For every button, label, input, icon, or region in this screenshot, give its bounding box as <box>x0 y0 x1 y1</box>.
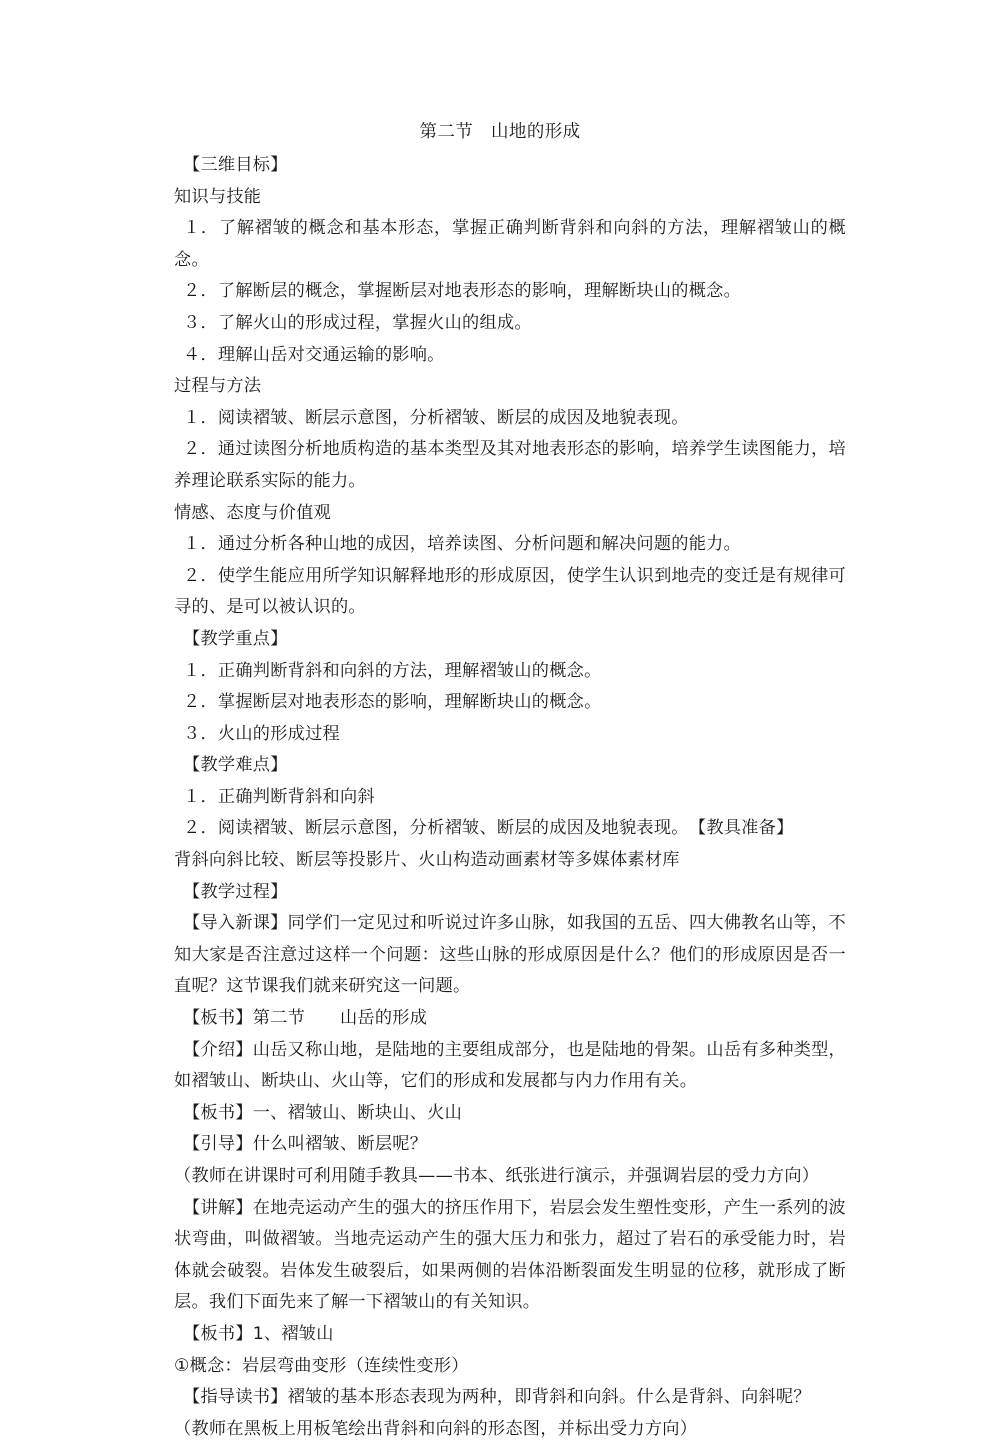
text-line: 【板书】一、褶皱山、断块山、火山 <box>183 1102 463 1123</box>
text-line: 背斜向斜比较、断层等投影片、火山构造动画素材等多媒体素材库 <box>174 850 680 871</box>
text-line: 【板书】1、褶皱山 <box>183 1323 334 1344</box>
text-line: ①概念：岩层弯曲变形（连续性变形） <box>174 1355 469 1376</box>
text-line: （教师在黑板上用板笔绘出背斜和向斜的形态图，并标出受力方向） <box>174 1418 698 1439</box>
text-line: ３．了解火山的形成过程，掌握火山的组成。 <box>183 312 532 333</box>
text-line: 【教学重点】 <box>183 628 288 649</box>
text-line: ２．使学生能应用所学知识解释地形的形成原因，使学生认识到地壳的变迁是有规律可寻的、是可以被认识的。 <box>174 565 846 618</box>
text-line: 【教学过程】 <box>183 881 288 902</box>
text-line: 【指导读书】褶皱的基本形态表现为两种，即背斜和向斜。什么是背斜、向斜呢？ <box>183 1387 811 1408</box>
text-line: （教师在讲课时可利用随手教具——书本、纸张进行演示，并强调岩层的受力方向） <box>174 1166 820 1186</box>
text-line: 【讲解】在地壳运动产生的强大的挤压作用下，岩层会发生塑性变形，产生一系列的波状弯曲，叫做褶皱。当地壳运动产生的强大压力和张力，超过了岩石的承受能力时，岩体就会破裂。岩体发生破裂后，如果两侧的岩体沿断裂面发生明显的位移，就形成了断层。我们下面先来了解一下褶皱山的有关知识。 <box>174 1197 846 1313</box>
text-line: 【导入新课】同学们一定见过和听说过许多山脉，如我国的五岳、四大佛教名山等，不知大家是否注意过这样一个问题：这些山脉的形成原因是什么？他们的形成原因是否一直呢？这节课我们就来研究这一问题。 <box>174 913 846 997</box>
text-line: 【板书】第二节 山岳的形成 <box>183 1008 428 1029</box>
document-body <box>174 150 846 1445</box>
text-line: 【介绍】山岳又称山地，是陆地的主要组成部分，也是陆地的骨架。山岳有多种类型，如褶皱山、断块山、火山等，它们的形成和发展都与内力作用有关。 <box>174 1039 846 1092</box>
text-line: ２．通过读图分析地质构造的基本类型及其对地表形态的影响，培养学生读图能力，培养理论联系实际的能力。 <box>174 439 846 491</box>
text-line: 知识与技能 <box>174 186 262 207</box>
text-line: １．正确判断背斜和向斜 <box>183 786 375 807</box>
text-line: ３．火山的形成过程 <box>183 723 340 744</box>
text-line: ４．理解山岳对交通运输的影响。 <box>183 344 445 365</box>
text-line: ２．了解断层的概念，掌握断层对地表形态的影响，理解断块山的概念。 <box>183 281 742 302</box>
text-line: １．通过分析各种山地的成因，培养读图、分析问题和解决问题的能力。 <box>183 534 742 555</box>
text-line: 过程与方法 <box>174 376 262 397</box>
text-line: 【教学难点】 <box>183 755 288 776</box>
text-line: ２．阅读褶皱、断层示意图，分析褶皱、断层的成因及地貌表现。 【教具准备】 <box>183 818 794 839</box>
text-line: １．了解褶皱的概念和基本形态，掌握正确判断背斜和向斜的方法，理解褶皱山的概念。 <box>174 218 846 270</box>
text-line: １．阅读褶皱、断层示意图，分析褶皱、断层的成因及地貌表现。 <box>183 407 689 428</box>
text-line: ２．掌握断层对地表形态的影响，理解断块山的概念。 <box>183 692 602 713</box>
text-line: 【三维目标】 <box>183 155 288 175</box>
text-line: １．正确判断背斜和向斜的方法，理解褶皱山的概念。 <box>183 660 602 681</box>
page-title: 第二节 山地的形成 <box>419 122 581 142</box>
text-line: 【引导】什么叫褶皱、断层呢？ <box>183 1134 428 1155</box>
text-line: 情感、态度与价值观 <box>174 502 331 523</box>
